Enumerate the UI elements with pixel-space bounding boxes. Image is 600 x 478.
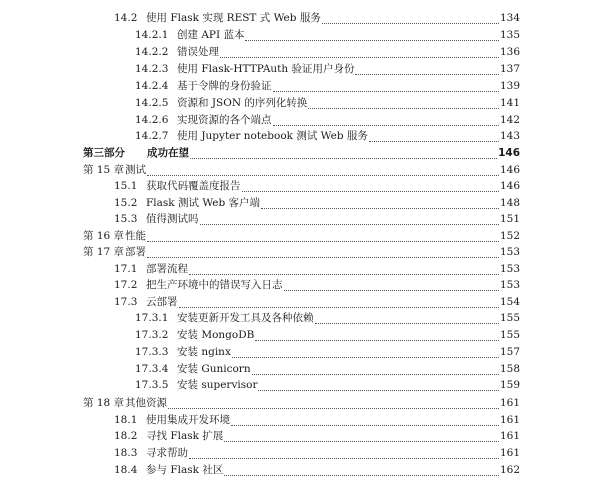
- toc-entry-title: 安装 supervisor: [177, 379, 258, 391]
- toc-entry-number: 15.3: [114, 213, 138, 225]
- toc-entry-page: 135: [499, 29, 520, 41]
- toc-entry-title: 资源和 JSON 的序列化转换: [177, 97, 308, 109]
- toc-section-entry[interactable]: [135, 27, 520, 43]
- toc-entry-page: 153: [499, 279, 520, 291]
- toc-entry-number: 17.1: [114, 263, 138, 275]
- toc-entry-page: 161: [499, 397, 520, 409]
- toc-entry-title: 安装更新开发工具及各种依赖: [177, 312, 314, 324]
- toc-entry-number: 15.2: [114, 197, 138, 209]
- toc-section-entry[interactable]: [114, 462, 520, 478]
- toc-section-entry[interactable]: [135, 128, 520, 144]
- dot-leader: [252, 364, 499, 375]
- toc-entry-page: 134: [499, 12, 520, 24]
- toc-entry-title: 基于令牌的身份验证: [177, 80, 272, 92]
- toc-entry-number: 第 18 章: [83, 397, 125, 409]
- toc-entry-page: 137: [499, 63, 520, 75]
- dot-leader: [224, 431, 499, 442]
- toc-entry-page: 146: [498, 147, 520, 159]
- toc-chapter-entry[interactable]: [83, 244, 520, 260]
- toc-entry-number: 17.2: [114, 279, 138, 291]
- toc-entry-number: 17.3.2: [135, 329, 169, 341]
- toc-section-entry[interactable]: [114, 195, 520, 211]
- toc-chapter-entry[interactable]: [83, 228, 520, 244]
- dot-leader: [231, 415, 499, 426]
- toc-entry-page: 143: [499, 130, 520, 142]
- dot-leader: [147, 231, 499, 242]
- toc-section-entry[interactable]: [135, 78, 520, 94]
- toc-entry-title: 性能: [125, 230, 146, 242]
- toc-entry-title: 其他资源: [125, 397, 167, 409]
- toc-entry-number: 14.2.6: [135, 114, 169, 126]
- dot-leader: [284, 280, 499, 291]
- toc-entry-page: 153: [499, 263, 520, 275]
- toc-entry-page: 158: [499, 363, 520, 375]
- toc-entry-number: 18.1: [114, 414, 138, 426]
- dot-leader: [322, 13, 499, 24]
- toc-entry-page: 162: [499, 464, 520, 476]
- toc-entry-title: 部署: [125, 246, 146, 258]
- toc-section-entry[interactable]: [114, 445, 520, 461]
- toc-entry-number: 18.2: [114, 430, 138, 442]
- toc-entry-title: 参与 Flask 社区: [146, 464, 224, 476]
- toc-entry-title: 成功在望: [147, 147, 189, 159]
- toc-entry-page: 155: [499, 312, 520, 324]
- toc-entry-title: 使用 Flask-HTTPAuth 验证用户身份: [177, 63, 355, 75]
- dot-leader: [189, 448, 499, 459]
- toc-entry-page: 148: [499, 197, 520, 209]
- toc-entry-title: 把生产环境中的错误写入日志: [146, 279, 283, 291]
- toc-part-entry[interactable]: [83, 145, 520, 161]
- dot-leader: [190, 148, 497, 159]
- toc-section-entry[interactable]: [135, 344, 520, 360]
- dot-leader: [355, 64, 498, 75]
- toc-entry-page: 146: [499, 164, 520, 176]
- toc-section-entry[interactable]: [114, 294, 520, 310]
- toc-entry-page: 161: [499, 447, 520, 459]
- toc-entry-title: 实现资源的各个端点: [177, 114, 272, 126]
- toc-entry-page: 159: [499, 379, 520, 391]
- toc-entry-number: 第 16 章: [83, 230, 125, 242]
- toc-entry-number: 14.2.1: [135, 29, 169, 41]
- toc-section-entry[interactable]: [114, 261, 520, 277]
- toc-section-entry[interactable]: [114, 277, 520, 293]
- toc-section-entry[interactable]: [135, 95, 520, 111]
- toc-section-entry[interactable]: [135, 327, 520, 343]
- dot-leader: [179, 297, 499, 308]
- toc-entry-title: 测试: [125, 164, 146, 176]
- toc-section-entry[interactable]: [135, 377, 520, 393]
- toc-entry-number: 14.2.4: [135, 80, 169, 92]
- toc-section-entry[interactable]: [114, 428, 520, 444]
- toc-entry-number: 17.3.5: [135, 379, 169, 391]
- toc-entry-title: 安装 nginx: [177, 346, 231, 358]
- dot-leader: [189, 264, 499, 275]
- toc-entry-number: 14.2: [114, 12, 138, 24]
- dot-leader: [273, 115, 499, 126]
- toc-section-entry[interactable]: [135, 361, 520, 377]
- toc-section-entry[interactable]: [135, 44, 520, 60]
- dot-leader: [242, 181, 499, 192]
- toc-entry-number: 17.3.1: [135, 312, 169, 324]
- toc-chapter-entry[interactable]: [83, 162, 520, 178]
- toc-entry-page: 157: [499, 346, 520, 358]
- dot-leader: [308, 98, 499, 109]
- toc-entry-number: 14.2.7: [135, 130, 169, 142]
- dot-leader: [255, 330, 499, 341]
- dot-leader: [220, 47, 499, 58]
- dot-leader: [258, 380, 498, 391]
- toc-entry-page: 161: [499, 414, 520, 426]
- toc-entry-number: 17.3: [114, 296, 138, 308]
- toc-entry-number: 14.2.3: [135, 63, 169, 75]
- toc-entry-title: 安装 Gunicorn: [177, 363, 251, 375]
- dot-leader: [200, 214, 499, 225]
- toc-entry-number: 第三部分: [83, 147, 125, 159]
- toc-section-entry[interactable]: [135, 112, 520, 128]
- dot-leader: [168, 398, 499, 409]
- toc-entry-number: 15.1: [114, 180, 138, 192]
- toc-entry-page: 155: [499, 329, 520, 341]
- toc-entry-number: 18.3: [114, 447, 138, 459]
- toc-entry-title: Flask 测试 Web 客户端: [146, 197, 261, 209]
- toc-entry-page: 161: [499, 430, 520, 442]
- toc-entry-number: 第 15 章: [83, 164, 125, 176]
- toc-entry-page: 154: [499, 296, 520, 308]
- toc-entry-title: 使用集成开发环境: [146, 414, 230, 426]
- toc-entry-title: 获取代码覆盖度报告: [146, 180, 241, 192]
- toc-entry-title: 错误处理: [177, 46, 219, 58]
- toc-entry-title: 使用 Flask 实现 REST 式 Web 服务: [146, 12, 321, 24]
- dot-leader: [315, 313, 499, 324]
- toc-entry-page: 136: [499, 46, 520, 58]
- toc-entry-page: 152: [499, 230, 520, 242]
- toc-entry-title: 安装 MongoDB: [177, 329, 255, 341]
- dot-leader: [232, 347, 499, 358]
- toc-entry-title: 寻找 Flask 扩展: [146, 430, 224, 442]
- toc-entry-title: 使用 Jupyter notebook 测试 Web 服务: [177, 130, 368, 142]
- toc-entry-number: 第 17 章: [83, 246, 125, 258]
- toc-section-entry[interactable]: [135, 61, 520, 77]
- dot-leader: [147, 165, 499, 176]
- toc-entry-number: 18.4: [114, 464, 138, 476]
- toc-entry-page: 146: [499, 180, 520, 192]
- toc-entry-title: 值得测试吗: [146, 213, 199, 225]
- toc-entry-number: 17.3.3: [135, 346, 169, 358]
- toc-section-entry[interactable]: [114, 211, 520, 227]
- toc-section-entry[interactable]: [114, 178, 520, 194]
- toc-section-entry[interactable]: [135, 310, 520, 326]
- toc-entry-page: 151: [499, 213, 520, 225]
- dot-leader: [273, 81, 499, 92]
- dot-leader: [369, 131, 499, 142]
- toc-entry-page: 142: [499, 114, 520, 126]
- dot-leader: [245, 30, 498, 41]
- dot-leader: [261, 198, 499, 209]
- toc-entry-page: 141: [499, 97, 520, 109]
- dot-leader: [147, 247, 499, 258]
- toc-section-entry[interactable]: [114, 412, 520, 428]
- toc-entry-title: 创建 API 蓝本: [177, 29, 245, 41]
- toc-chapter-entry[interactable]: [83, 395, 520, 411]
- toc-entry-title: 云部署: [146, 296, 178, 308]
- toc-entry-number: 14.2.2: [135, 46, 169, 58]
- toc-entry-number: 14.2.5: [135, 97, 169, 109]
- toc-section-entry[interactable]: [114, 10, 520, 26]
- toc-entry-title: 部署流程: [146, 263, 188, 275]
- dot-leader: [224, 465, 499, 476]
- toc-entry-page: 139: [499, 80, 520, 92]
- toc-entry-title: 寻求帮助: [146, 447, 188, 459]
- toc-entry-page: 153: [499, 246, 520, 258]
- toc-entry-number: 17.3.4: [135, 363, 169, 375]
